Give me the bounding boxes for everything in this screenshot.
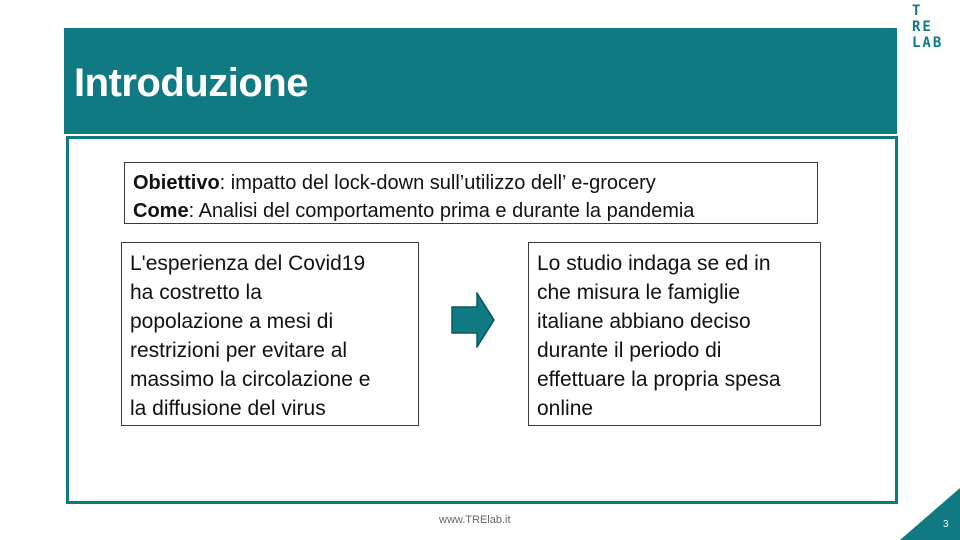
context-line: popolazione a mesi di bbox=[130, 310, 334, 333]
covid-context-box bbox=[121, 242, 419, 426]
objective-label: Obiettivo bbox=[133, 172, 220, 194]
study-line: online bbox=[537, 397, 594, 420]
right-arrow-icon bbox=[451, 292, 495, 348]
method-line bbox=[133, 197, 817, 225]
logo-line-2: RE bbox=[912, 19, 933, 35]
study-line: italiane abbiano deciso bbox=[537, 310, 751, 333]
study-line: effettuare la propria spesa bbox=[537, 368, 781, 391]
study-description-box bbox=[528, 242, 821, 426]
context-line: ha costretto la bbox=[130, 281, 262, 304]
method-text: : Analisi del comportamento prima e durante la pandemia bbox=[188, 200, 695, 222]
footer-url: www.TRElab.it bbox=[439, 514, 511, 526]
trelab-logo bbox=[912, 3, 956, 51]
objective-box bbox=[124, 162, 818, 224]
study-line: che misura le famiglie bbox=[537, 281, 741, 304]
context-line: L'esperienza del Covid19 bbox=[130, 252, 366, 275]
page-title: Introduzione bbox=[74, 61, 308, 105]
context-line: massimo la circolazione e bbox=[130, 368, 371, 391]
logo-line-3: LAB bbox=[912, 35, 944, 51]
corner-decoration bbox=[900, 488, 960, 540]
study-line: Lo studio indaga se ed in bbox=[537, 252, 771, 275]
logo-line-1: T bbox=[912, 3, 923, 19]
context-line: la diffusione del virus bbox=[130, 397, 326, 420]
context-line: restrizioni per evitare al bbox=[130, 339, 348, 362]
header-band bbox=[64, 28, 897, 134]
objective-line bbox=[133, 169, 817, 197]
study-line: durante il periodo di bbox=[537, 339, 722, 362]
page-number: 3 bbox=[943, 519, 949, 530]
method-label: Come bbox=[133, 200, 189, 222]
objective-text: : impatto del lock-down sull’utilizzo dell’ e-grocery bbox=[219, 172, 656, 194]
